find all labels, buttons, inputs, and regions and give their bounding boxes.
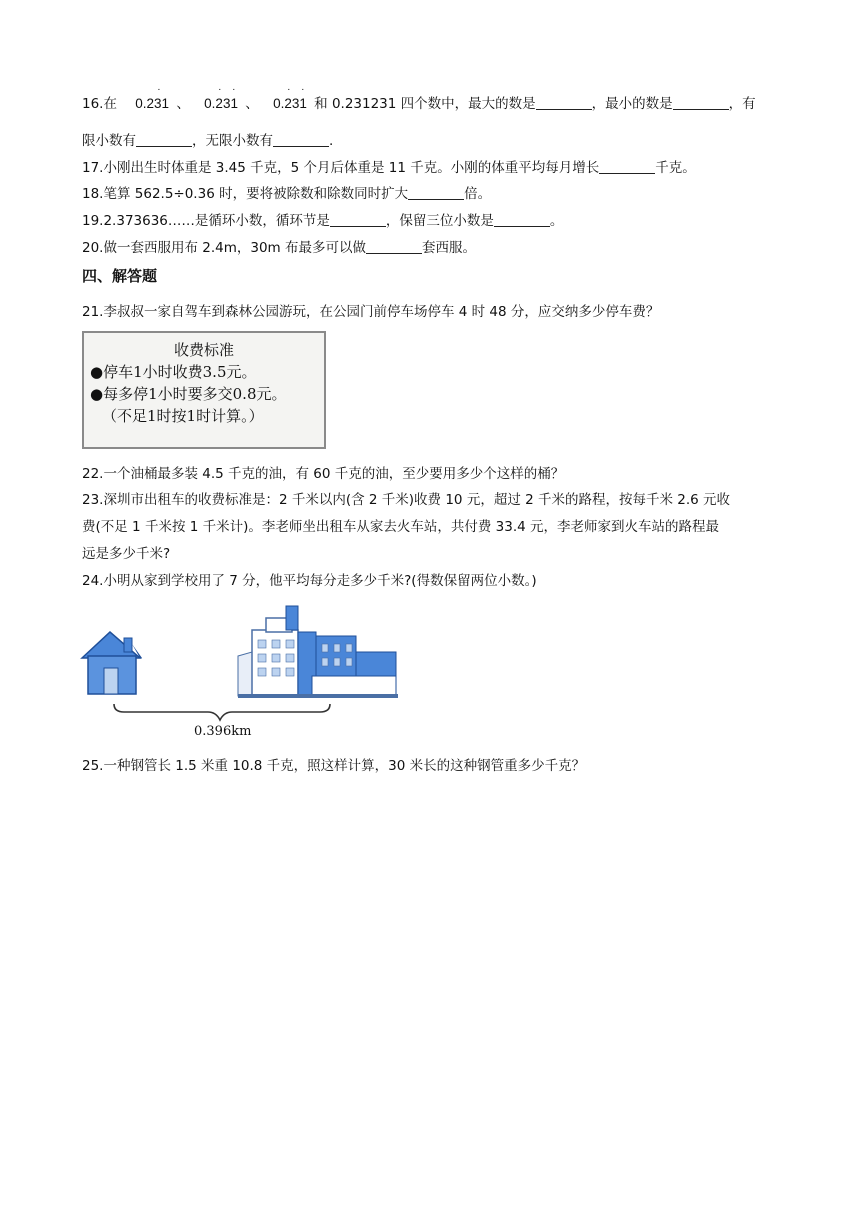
question-22: 22.一个油桶最多装 4.5 千克的油，有 60 千克的油，至少要用多少个这样的桶？ [82, 466, 565, 482]
question-23-line-1: 23.深圳市出租车的收费标准是：2 千米以内(含 2 千米)收费 10 元，超过 2 千米的路程，按每千米 2.6 元收 [82, 492, 731, 508]
question-17: 17.小刚出生时体重是 3.45 千克，5 个月后体重是 11 千克。小刚的体重平均每月增长 千克。 [82, 160, 696, 176]
question-19: 19.2.373636……是循环小数，循环节是 ，保留三位小数是 。 [82, 213, 564, 229]
fee-box-row: ●每多停1小时要多交0.8元。 [90, 385, 287, 403]
answer-blank[interactable] [673, 95, 729, 110]
distance-brace [114, 704, 330, 720]
question-18: 18.笔算 562.5÷0.36 时，要将被除数和除数同时扩大 倍。 [82, 186, 492, 202]
question-16-line-2: 限小数有 ，无限小数有 . [82, 133, 334, 149]
question-23-line-2: 费(不足 1 千米按 1 千米计)。李老师坐出租车从家去火车站，共付费 33.4 元，李老师家到火车站的路程最 [82, 519, 720, 535]
school-building-icon [238, 606, 398, 698]
repeating-decimal-2: · · 0.231 [204, 84, 238, 111]
question-23-line-3: 远是多少千米? [82, 546, 171, 562]
section-heading: 四、解答题 [82, 267, 158, 285]
question-24: 24.小明从家到学校用了 7 分，他平均每分走多少千米?(得数保留两位小数。) [82, 573, 537, 589]
repeating-decimal-3: · · 0.231 [273, 84, 307, 111]
fee-box-title: 收费标准 [173, 341, 234, 359]
answer-blank[interactable] [408, 185, 464, 200]
answer-blank[interactable] [136, 132, 192, 147]
question-20: 20.做一套西服用布 2.4m，30m 布最多可以做 套西服。 [82, 240, 477, 256]
distance-figure [80, 596, 400, 746]
question-21: 21.李叔叔一家自驾车到森林公园游玩，在公园门前停车场停车 4 时 48 分，应交纳多少停车费？ [82, 304, 660, 320]
answer-blank[interactable] [366, 239, 422, 254]
question-25: 25.一种钢管长 1.5 米重 10.8 千克，照这样计算，30 米长的这种钢管重多少千克？ [82, 758, 586, 774]
repeating-decimal-1: · 0.231 [135, 84, 170, 111]
answer-blank[interactable] [273, 132, 329, 147]
house-icon [82, 632, 142, 694]
fee-box-row: （不足1时按1时计算。） [102, 407, 264, 425]
answer-blank[interactable] [494, 212, 550, 227]
answer-blank[interactable] [599, 159, 655, 174]
answer-blank[interactable] [330, 212, 386, 227]
question-16-line-1: 16.在 · 0.231 、 · · 0.231 、 · · 0.231 和 0.231231 四个数中，最大的数是 ，最小的数是 ，有 [82, 84, 756, 112]
answer-blank[interactable] [536, 95, 592, 110]
fee-standard-box [82, 331, 326, 449]
fee-box-row: ●停车1小时收费3.5元。 [90, 363, 257, 381]
distance-label: 0.396km [194, 724, 252, 739]
